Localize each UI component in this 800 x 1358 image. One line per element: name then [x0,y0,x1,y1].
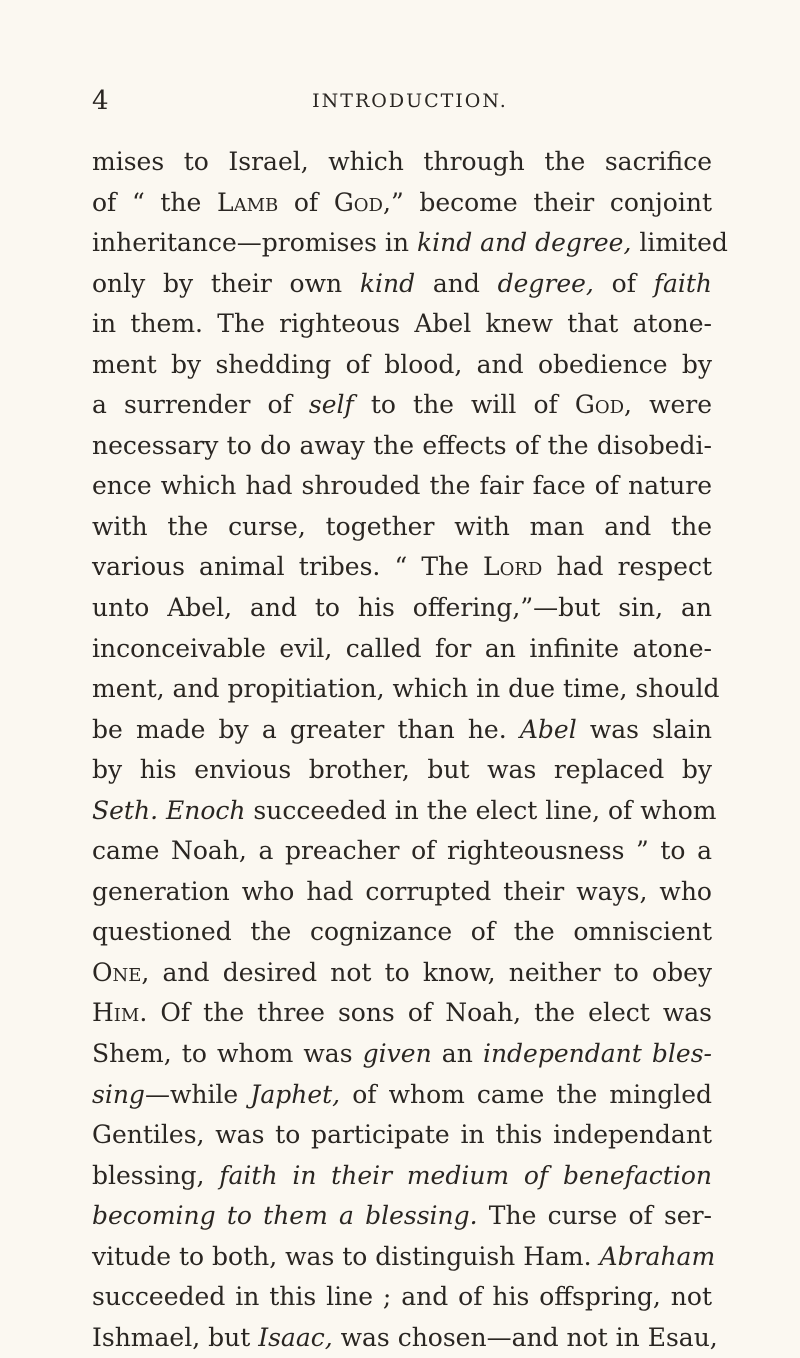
text-segment: only by their own [92,268,360,298]
text-segment: Gentiles, was to participate in this independant [92,1120,712,1150]
text-segment: an [431,1039,483,1069]
text-line [92,588,712,629]
text-line [92,1034,712,1075]
text-segment: Shem, to whom was [92,1039,363,1069]
text-segment: in them. The righteous Abel knew that atone- [92,309,712,339]
text-segment: necessary to do away the effects of the disobedi- [92,430,712,460]
page-number: 4 [92,86,109,116]
text-line [92,872,712,913]
text-segment: mises to Israel, which through the sacrifice [92,147,712,176]
text-segment: , were [624,390,713,420]
text-segment: kind and degree, [416,228,632,258]
page-header [0,86,800,126]
text-line [92,669,720,710]
text-segment: The curse of ser- [477,1201,712,1231]
text-line [92,750,712,791]
text-line [92,1196,712,1237]
text-line [92,426,712,467]
text-segment: unto Abel, and to his offering,”—but sin, an [92,593,712,623]
text-segment: questioned the cognizance of the omniscient [92,917,712,947]
text-segment: God [574,390,625,420]
text-segment: ,” become their conjoint [383,187,712,217]
text-segment: Abraham [599,1241,716,1271]
text-segment: of whom came the mingled [340,1079,712,1109]
text-segment: becoming to them a blessing. [92,1201,478,1231]
text-segment: a surrender of [92,390,309,420]
text-segment: ence which had shrouded the fair face of nature [92,471,712,501]
text-segment: God [333,187,383,217]
text-line [92,831,712,872]
text-segment: independant bles- [482,1039,712,1069]
text-segment: kind [359,268,416,298]
text-segment: given [362,1039,432,1069]
text-segment: ment by shedding of blood, and obedience by [92,349,712,379]
text-line [92,345,712,386]
text-line [92,912,712,953]
text-segment: Abel [519,714,577,744]
text-line [92,466,712,507]
text-segment: to the will of [353,390,575,420]
text-segment: generation who had corrupted their ways, who [92,876,712,906]
text-segment: Seth. Enoch [92,795,246,825]
running-head: INTRODUCTION. [312,90,508,112]
text-line [92,710,712,751]
text-line [92,304,712,345]
text-segment: by his envious brother, but was replaced by [92,755,712,785]
text-segment: various animal tribes. “ The [92,552,484,582]
text-segment: came Noah, a preacher of righteousness ” to a [92,836,712,866]
text-segment: limited [631,228,728,258]
text-segment: and [415,268,498,298]
text-segment: self [308,390,354,420]
text-segment: —while [144,1079,251,1109]
text-segment: be made by a greater than he. [92,714,520,744]
text-segment: Lord [483,552,543,582]
text-segment: succeeded in the elect line, of whom [245,795,717,825]
text-line [92,1277,712,1318]
text-line [92,1237,716,1278]
text-segment: sing [92,1079,145,1109]
body-text [92,142,728,1358]
text-segment: One [92,957,142,987]
text-segment: was chosen—and not in Esau, [332,1322,718,1352]
text-line [92,953,712,994]
text-line [92,385,712,426]
text-line [92,1156,712,1197]
text-segment: Him [92,998,140,1028]
text-line [92,507,712,548]
text-segment: Japhet, [250,1079,341,1109]
text-line [92,142,712,183]
text-segment: degree, [497,268,594,298]
text-segment: faith [653,268,712,298]
text-line [92,791,717,832]
text-segment: succeeded in this line ; and of his offspring, not [92,1282,712,1312]
text-line [92,183,712,224]
text-segment: Isaac, [258,1322,333,1352]
text-line [92,547,712,588]
text-line [92,1318,718,1358]
text-segment: . Of the three sons of Noah, the elect was [139,998,712,1028]
text-segment: Ishmael, but [92,1322,259,1352]
text-line [92,993,712,1034]
text-segment: was slain [576,714,712,744]
text-segment: had respect [542,552,713,582]
text-segment: vitude to both, was to distinguish Ham. [92,1241,600,1271]
text-line [92,1115,712,1156]
text-segment: of “ the [92,187,217,217]
text-segment: Lamb [216,187,279,217]
text-segment: inheritance—promises in [92,228,417,258]
text-segment: faith in their medium of benefaction [219,1160,712,1190]
text-segment: with the curse, together with man and the [92,511,712,541]
text-segment: of [593,268,654,298]
text-line [92,1075,712,1116]
text-line [92,629,712,670]
text-segment: inconceivable evil, called for an infinite atone- [92,633,712,663]
text-segment: , and desired not to know, neither to obey [141,957,712,987]
text-segment: of [278,187,334,217]
text-segment: ment, and propitiation, which in due time, should [92,674,720,704]
text-line [92,223,728,264]
text-segment: blessing, [92,1160,220,1190]
text-line [92,264,712,305]
